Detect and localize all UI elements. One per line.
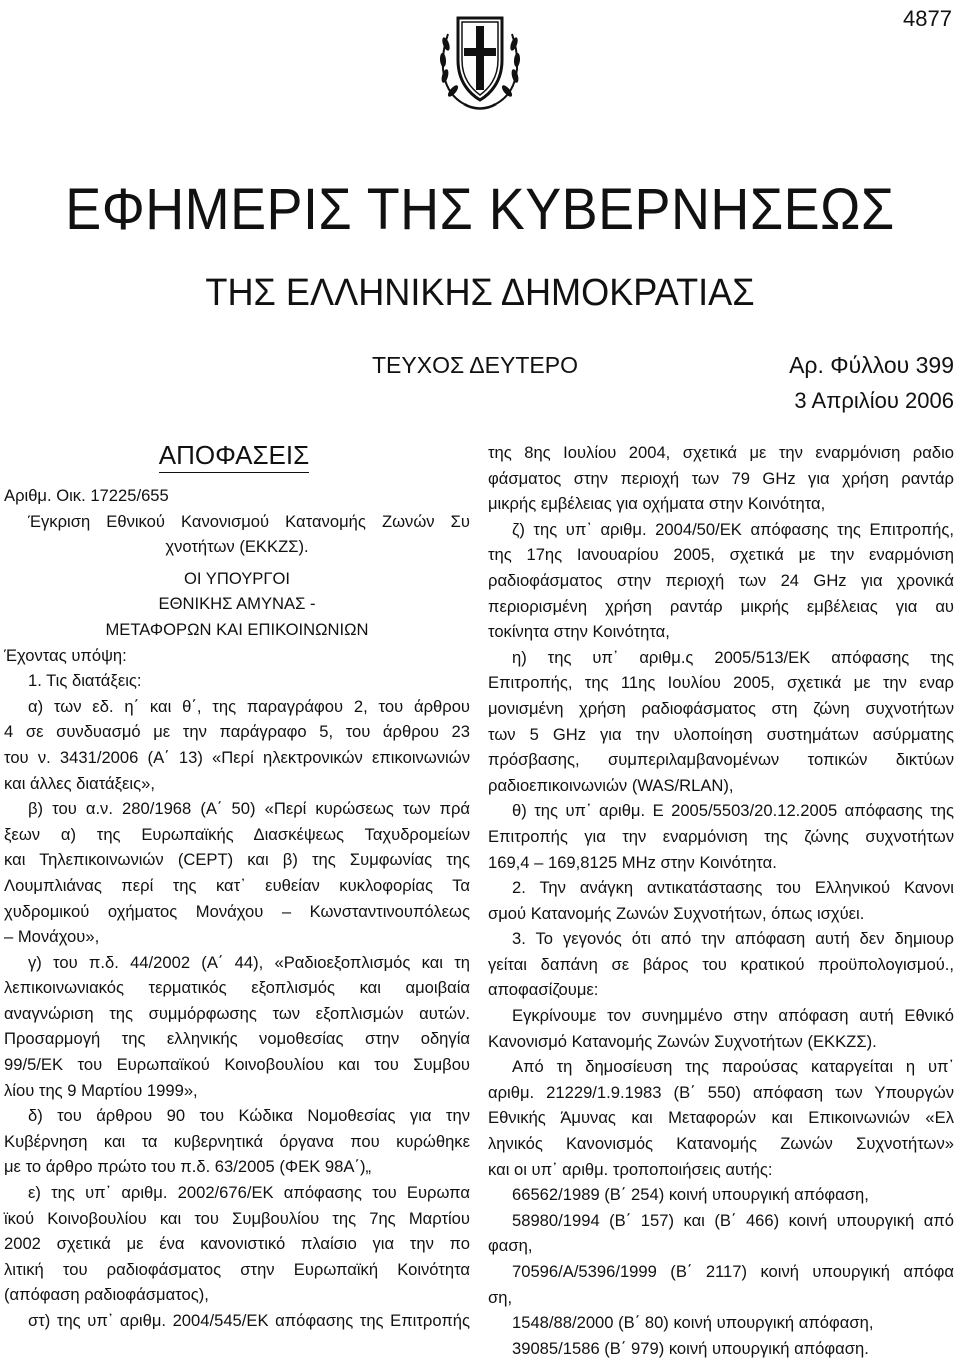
text-line: και οι υπ᾽ αριθμ. τροποποιήσεις αυτής: xyxy=(488,1159,773,1179)
decision-number: Αριθμ. Οικ. 17225/655 xyxy=(4,486,169,505)
text-line: Κυβέρνηση και τα κυβερνητικά όργανα που κυρώθηκε xyxy=(4,1131,470,1151)
text-line: 39085/1586 (Β΄ 979) κοινή υπουργική απόφαση. xyxy=(512,1338,869,1358)
text-line: αριθμ. 21229/1.9.1983 (Β΄ 550) απόφαση των Υπουργών xyxy=(488,1082,954,1102)
text-line: ση, xyxy=(488,1287,513,1307)
ministers-heading: ΕΘΝΙΚΗΣ ΑΜΥΝΑΣ - xyxy=(158,594,316,614)
text-line: 2. Την ανάγκη αντικατάστασης του Ελληνικού Κανονι xyxy=(512,878,954,898)
text-line: μικρής εμβέλειας για οχήματα στην Κοινότητα, xyxy=(488,494,826,514)
text-line: 169,4 – 169,8125 MHz στην Κοινότητα. xyxy=(488,852,777,872)
text-line: των 5 GHz για την υλοποίηση συστημάτων ασύρματης xyxy=(488,724,954,744)
sheet-number: Αρ. Φύλλου 399 xyxy=(789,352,954,378)
text-line: αναγνώριση της συμμόρφωσης των εξοπλισμών αυτών. xyxy=(4,1003,470,1023)
text-line: ϊκού Κοινοβουλίου και του Συμβουλίου της 7ης Μαρτίου xyxy=(4,1208,470,1228)
text-line: – Μονάχου», xyxy=(4,927,100,947)
text-line: Έχοντας υπόψη: xyxy=(4,645,127,665)
text-line: και άλλες διατάξεις», xyxy=(4,773,155,793)
text-line: Από τη δημοσίευση της παρούσας καταργείται η υπ᾽ xyxy=(512,1057,954,1077)
text-line: θ) της υπ᾽ αριθμ. Ε 2005/5503/20.12.2005 απόφασης της xyxy=(512,801,954,821)
text-line: στ) της υπ᾽ αριθμ. 2004/545/ΕΚ απόφασης της Επιτροπής xyxy=(28,1311,470,1330)
right-column xyxy=(488,440,954,1361)
text-line: λίου της 9 Μαρτίου 1999», xyxy=(4,1080,198,1100)
text-line: (απόφαση ραδιοφάσματος), xyxy=(4,1285,209,1305)
text-line: 99/5/ΕΚ του Ευρωπαϊκού Κοινοβουλίου και του Συμβου xyxy=(4,1055,470,1075)
text-line: Προσαρμογή της ελληνικής νομοθεσίας στην οδηγία xyxy=(4,1029,470,1049)
text-line: β) του α.ν. 280/1968 (Α΄ 50) «Περί κυρώσεως των πρά xyxy=(28,799,470,819)
greek-coat-of-arms-emblem xyxy=(434,4,526,116)
left-column xyxy=(4,440,470,1334)
text-line: και Τηλεπικοινωνιών (CEPT) και β) της Συμφωνίας της xyxy=(4,850,470,870)
issue-type: ΤΕΥΧΟΣ ΔΕΥΤΕΡΟ xyxy=(372,352,578,378)
text-line: η) της υπ᾽ αριθμ.ς 2005/513/ΕΚ απόφασης της xyxy=(512,647,954,667)
text-line: ραδιοφάσματος στην περιοχή των 24 GHz για χρονικά xyxy=(488,570,954,590)
text-line: 58980/1994 (Β΄ 157) και (Β΄ 466) κοινή υπουργική από xyxy=(512,1210,954,1230)
text-line: 1548/88/2000 (Β΄ 80) κοινή υπουργική απόφαση, xyxy=(512,1313,874,1333)
ministers-heading: ΟΙ ΥΠΟΥΡΓΟΙ xyxy=(183,568,291,588)
text-line: ξεων α) της Ευρωπαϊκής Διασκέψεως Ταχυδρομείων xyxy=(4,824,470,844)
text-line: φαση, xyxy=(488,1236,533,1256)
text-line: 2002 σχετικά με ένα κανονιστικό πλαίσιο για την πο xyxy=(4,1234,470,1254)
text-line: πρόσβασης, συμπεριλαμβανομένων τοπικών δικτύων xyxy=(488,750,954,770)
decision-title-line: Έγκριση Εθνικού Κανονισμού Κατανομής Ζωνών Συ xyxy=(28,511,470,531)
text-line: α) των εδ. η΄ και θ΄, της παραγράφου 2, του άρθρου xyxy=(28,696,470,716)
text-line: ραδιοεπικοινωνιών (WAS/RLAN), xyxy=(488,775,734,795)
text-line: σμού Κατανομής Ζωνών Συχνοτήτων, όπως ισχύει. xyxy=(488,903,865,923)
text-line: αποφασίζουμε: xyxy=(488,980,599,1000)
text-line: Κανονισμό Κατανομής Ζωνών Συχνοτήτων (ΕΚΚΖΣ). xyxy=(488,1031,877,1051)
text-line: χυδρομικού οχήματος Μονάχου – Κωνσταντινουπόλεως xyxy=(4,901,470,921)
text-line: 1. Τις διατάξεις: xyxy=(28,671,142,691)
gazette-title: ΕΦΗΜΕΡΙΣ ΤΗΣ ΚΥΒΕΡΝΗΣΕΩΣ xyxy=(65,177,895,242)
text-line: 66562/1989 (Β΄ 254) κοινή υπουργική απόφαση, xyxy=(512,1185,869,1205)
text-line: ζ) της υπ᾽ αριθμ. 2004/50/ΕΚ απόφασης της Επιτροπής, xyxy=(512,519,954,539)
text-line: 70596/Α/5396/1999 (Β΄ 2117) κοινή υπουργική απόφα xyxy=(512,1262,954,1281)
text-line: Επιτροπής για την εναρμόνιση της ζώνης συχνοτήτων xyxy=(488,826,954,846)
text-line: ε) της υπ᾽ αριθμ. 2002/676/ΕΚ απόφασης του Ευρωπα xyxy=(28,1183,470,1203)
text-line: 3. Το γεγονός ότι από την απόφαση αυτή δεν δημιουρ xyxy=(512,929,954,949)
text-line: δ) του άρθρου 90 του Κώδικα Νομοθεσίας για την xyxy=(28,1106,470,1126)
issue-date: 3 Απριλίου 2006 xyxy=(794,388,954,413)
issue-row xyxy=(0,352,960,380)
text-line: της 8ης Ιουλίου 2004, σχετικά με την εναρμόνιση ραδιο xyxy=(488,443,954,462)
decision-title-line: χνοτήτων (ΕΚΚΖΣ). xyxy=(165,537,309,557)
text-line: 4 σε συνδυασμό με την παράγραφο 5, του άρθρου 23 xyxy=(4,722,470,742)
section-heading: ΑΠΟΦΑΣΕΙΣ xyxy=(154,440,314,479)
text-line: Εθνικής Άμυνας και Μεταφορών και Επικοινωνιών «Ελ xyxy=(488,1108,954,1128)
text-line: ληνικός Κανονισμός Κατανομής Ζωνών Συχνοτήτων» xyxy=(488,1134,954,1154)
text-line: Λουμπλιάνας περί της κατ᾽ ευθείαν κυκλοφορίας Τα xyxy=(4,875,470,895)
text-line: λεπικοινωνιακός τερματικός εξοπλισμός και αμοιβαία xyxy=(4,978,470,998)
text-line: της 17ης Ιανουαρίου 2005, σχετικά με την εναρμόνιση xyxy=(488,545,954,565)
text-line: Επιτροπής, της 11ης Ιουλίου 2005, σχετικά με την εναρ xyxy=(488,673,954,693)
ministers-heading: ΜΕΤΑΦΟΡΩΝ ΚΑΙ ΕΠΙΚΟΙΝΩΝΙΩΝ xyxy=(105,619,369,639)
page-number: 4877 xyxy=(903,6,952,31)
text-line: γ) του π.δ. 44/2002 (Α΄ 44), «Ραδιοεξοπλισμός και τη xyxy=(28,952,470,972)
text-line: γείται δαπάνη σε βάρος του κρατικού προϋπολογισμού., xyxy=(488,954,954,974)
gazette-subtitle: ΤΗΣ ΕΛΛΗΝΙΚΗΣ ΔΗΜΟΚΡΑΤΙΑΣ xyxy=(205,272,755,314)
text-line: μονισμένη χρήση ραδιοφάσματος στη ζώνη συχνοτήτων xyxy=(488,698,954,718)
text-line: Εγκρίνουμε τον συνημμένο στην απόφαση αυτή Εθνικό xyxy=(512,1006,954,1026)
text-line: περιορισμένη χρήση ραντάρ μικρής εμβέλειας για αυ xyxy=(488,596,954,616)
text-line: τοκίνητα στην Κοινότητα, xyxy=(488,622,670,642)
text-line: του ν. 3431/2006 (Α΄ 13) «Περί ηλεκτρονικών επικοινωνιών xyxy=(4,747,470,767)
text-line: με το άρθρο πρώτο του π.δ. 63/2005 (ΦΕΚ 98Α΄)„ xyxy=(4,1157,371,1177)
text-line: φάσματος στην περιοχή των 79 GHz για χρήση ραντάρ xyxy=(488,468,954,488)
text-line: λιτική του ραδιοφάσματος στην Ευρωπαϊκή Κοινότητα xyxy=(4,1259,470,1279)
